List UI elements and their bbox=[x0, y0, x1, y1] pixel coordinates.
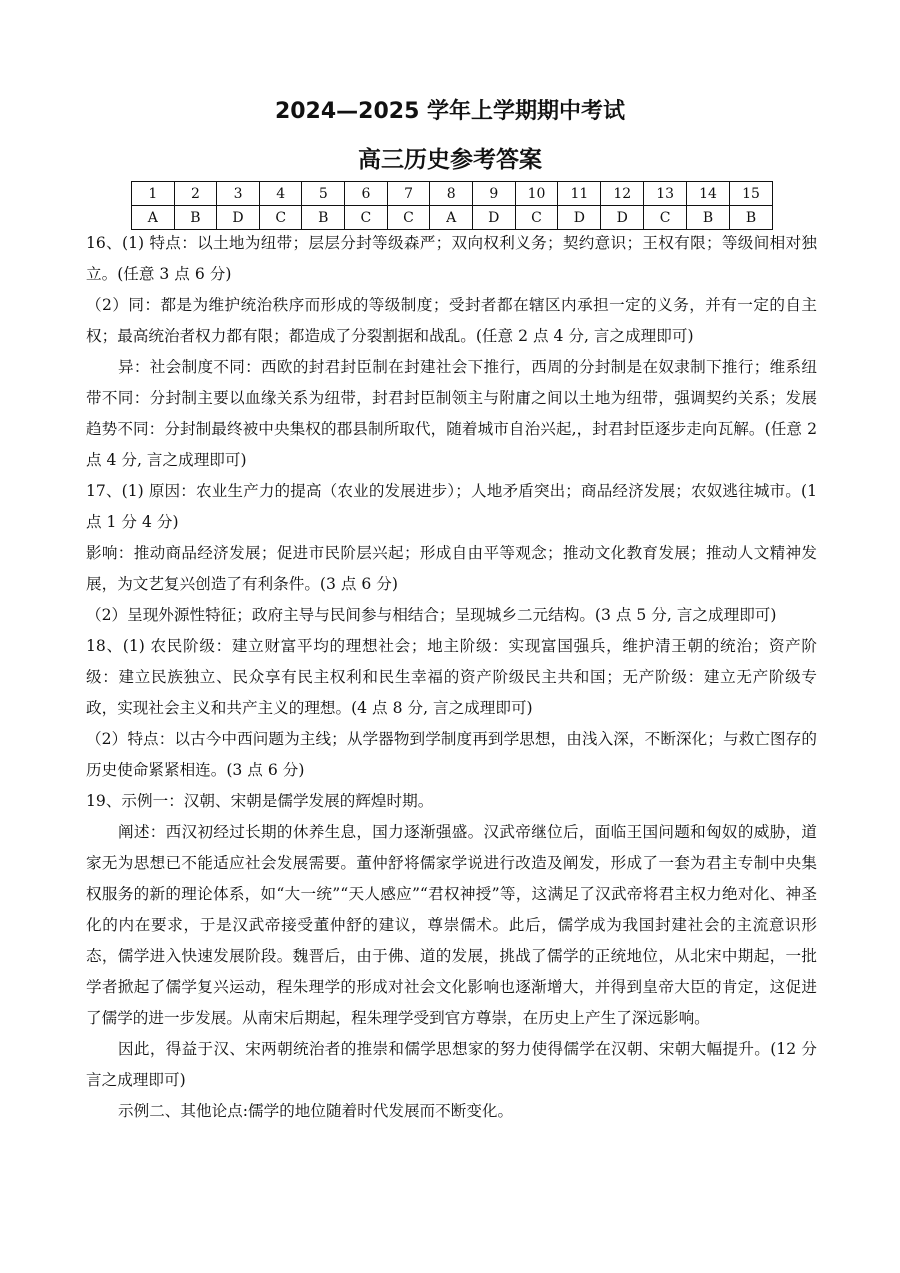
question-number-cell: 11 bbox=[558, 182, 601, 206]
answer-cell: A bbox=[132, 206, 175, 230]
answer-cell: C bbox=[515, 206, 558, 230]
answer-paragraph: 18、(1) 农民阶级：建立财富平均的理想社会；地主阶级：实现富国强兵，维护清王朝的统治；资产阶级：建立民族独立、民众享有民主权利和民生幸福的资产阶级民主共和国；无产阶级：建立无产阶级专政，实现社会主义和共产主义的理想。(4 点 8 分, 言之成理即可) bbox=[86, 637, 817, 717]
answer-body bbox=[86, 228, 817, 1127]
answer-paragraph: 影响：推动商品经济发展；促进市民阶层兴起；形成自由平等观念；推动文化教育发展；推动人文精神发展，为文艺复兴创造了有利条件。(3 点 6 分) bbox=[86, 544, 817, 593]
answer-cell: C bbox=[644, 206, 687, 230]
question-number-cell: 9 bbox=[472, 182, 515, 206]
question-number-cell: 10 bbox=[515, 182, 558, 206]
answer-row bbox=[132, 206, 773, 230]
answer-cell: B bbox=[729, 206, 772, 230]
answer-cell: C bbox=[387, 206, 430, 230]
document-title: 2024—2025 学年上学期期中考试 bbox=[274, 99, 626, 124]
answer-cell: D bbox=[601, 206, 644, 230]
question-number-cell: 4 bbox=[259, 182, 302, 206]
answer-paragraph: 17、(1) 原因：农业生产力的提高（农业的发展进步）；人地矛盾突出；商品经济发展；农奴逃往城市。(1 点 1 分 4 分) bbox=[86, 482, 817, 531]
answer-paragraph: （2）特点：以古今中西问题为主线；从学器物到学制度再到学思想，由浅入深，不断深化；与救亡图存的历史使命紧紧相连。(3 点 6 分) bbox=[86, 730, 817, 779]
question-number-cell: 12 bbox=[601, 182, 644, 206]
question-number-cell: 15 bbox=[729, 182, 772, 206]
answer-paragraph: 16、(1) 特点：以土地为纽带；层层分封等级森严；双向权利义务；契约意识；王权有限；等级间相对独立。(任意 3 点 6 分) bbox=[86, 234, 817, 283]
question-number-cell: 1 bbox=[132, 182, 175, 206]
answer-cell: A bbox=[430, 206, 473, 230]
question-number-cell: 8 bbox=[430, 182, 473, 206]
answer-cell: D bbox=[472, 206, 515, 230]
answer-paragraph: （2）呈现外源性特征；政府主导与民间参与相结合；呈现城乡二元结构。(3 点 5 分, 言之成理即可) bbox=[86, 606, 777, 624]
question-number-cell: 5 bbox=[302, 182, 345, 206]
answer-cell: D bbox=[558, 206, 601, 230]
answer-paragraph: 19、示例一：汉朝、宋朝是儒学发展的辉煌时期。 bbox=[86, 792, 434, 810]
answer-paragraph: 因此，得益于汉、宋两朝统治者的推崇和儒学思想家的努力使得儒学在汉朝、宋朝大幅提升。(12 分言之成理即可) bbox=[86, 1040, 817, 1089]
question-number-cell: 2 bbox=[174, 182, 217, 206]
answer-table bbox=[131, 181, 773, 230]
question-number-cell: 14 bbox=[687, 182, 730, 206]
answer-paragraph: 示例二、其他论点:儒学的地位随着时代发展而不断变化。 bbox=[118, 1102, 514, 1120]
question-number-cell: 6 bbox=[345, 182, 388, 206]
question-number-cell: 7 bbox=[387, 182, 430, 206]
question-number-cell: 3 bbox=[217, 182, 260, 206]
answer-cell: B bbox=[174, 206, 217, 230]
question-number-cell: 13 bbox=[644, 182, 687, 206]
answer-cell: C bbox=[345, 206, 388, 230]
answer-cell: D bbox=[217, 206, 260, 230]
answer-paragraph: 异：社会制度不同：西欧的封君封臣制在封建社会下推行，西周的分封制是在奴隶制下推行；维系纽带不同：分封制主要以血缘关系为纽带，封君封臣制领主与附庸之间以土地为纽带，强调契约关系；发展趋势不同：分封制最终被中央集权的郡县制所取代，随着城市自治兴起,，封君封臣逐步走向瓦解。(任意 2 点 4 分, 言之成理即可) bbox=[86, 358, 817, 469]
answer-paragraph: （2）同：都是为维护统治秩序而形成的等级制度；受封者都在辖区内承担一定的义务，并有一定的自主权；最高统治者权力都有限；都造成了分裂割据和战乱。(任意 2 点 4 分, 言之成理即可) bbox=[86, 296, 817, 345]
document-subtitle: 高三历史参考答案 bbox=[358, 147, 542, 173]
answer-cell: C bbox=[259, 206, 302, 230]
answer-cell: B bbox=[687, 206, 730, 230]
question-number-row bbox=[132, 182, 773, 206]
answer-cell: B bbox=[302, 206, 345, 230]
answer-paragraph: 阐述：西汉初经过长期的休养生息，国力逐渐强盛。汉武帝继位后，面临王国问题和匈奴的威胁，道家无为思想已不能适应社会发展需要。董仲舒将儒家学说进行改造及阐发，形成了一套为君主专制中央集权服务的新的理论体系，如“大一统”“天人感应”“君权神授”等，这满足了汉武帝将君主权力绝对化、神圣化的内在要求，于是汉武帝接受董仲舒的建议，尊崇儒术。此后，儒学成为我国封建社会的主流意识形态，儒学进入快速发展阶段。魏晋后，由于佛、道的发展，挑战了儒学的正统地位，从北宋中期起，一批学者掀起了儒学复兴运动，程朱理学的形成对社会文化影响也逐渐增大，并得到皇帝大臣的肯定，这促进了儒学的进一步发展。从南宋后期起，程朱理学受到官方尊崇，在历史上产生了深远影响。 bbox=[86, 823, 817, 1027]
